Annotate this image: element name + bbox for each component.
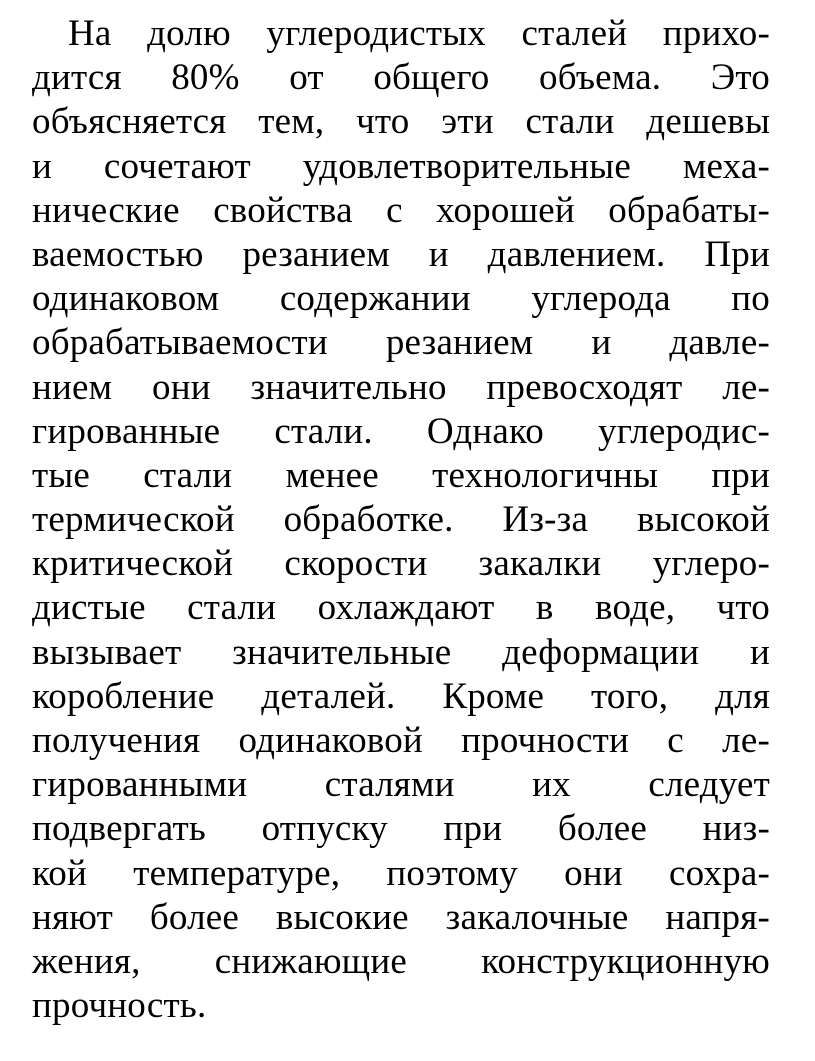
text-line: критической скорости закалки углеро-: [32, 543, 770, 585]
text-line: няют более высокие закалочные напря-: [32, 896, 770, 938]
text-line: тые стали менее технологичны при: [32, 454, 770, 496]
text-line: вызывает значительные деформации и: [32, 631, 770, 673]
text-line: получения одинаковой прочности с ле-: [32, 720, 770, 761]
text-line: кой температуре, поэтому они сохра-: [32, 852, 770, 894]
text-line: гированными сталями их следует: [32, 764, 770, 806]
text-line: обрабатываемости резанием и давле-: [32, 322, 770, 364]
text-line: термической обработке. Из-за высокой: [32, 499, 770, 541]
text-line: коробление деталей. Кроме того, для: [32, 675, 770, 717]
text-line: дится 80% от общего объема. Это: [32, 57, 770, 99]
text-line: жения, снижающие конструкционную: [32, 940, 770, 982]
text-line: гированные стали. Однако углеродис-: [32, 410, 770, 452]
text-line: прочность.: [32, 985, 207, 1027]
text-line: объясняется тем, что эти стали дешевы: [32, 101, 770, 143]
text-line: и сочетают удовлетворительные меха-: [32, 145, 770, 187]
text-line: На долю углеродистых сталей прихо-: [68, 13, 770, 54]
text-line: нические свойства с хорошей обрабаты-: [32, 189, 770, 231]
text-line: нием они значительно превосходят ле-: [32, 366, 770, 408]
text-line: дистые стали охлаждают в воде, что: [32, 587, 770, 629]
text-line: подвергать отпуску при более низ-: [32, 808, 770, 850]
text-line: одинаковом содержании углерода по: [32, 278, 770, 320]
body-paragraph: [32, 12, 770, 1028]
text-line: ваемостью резанием и давлением. При: [32, 233, 770, 275]
